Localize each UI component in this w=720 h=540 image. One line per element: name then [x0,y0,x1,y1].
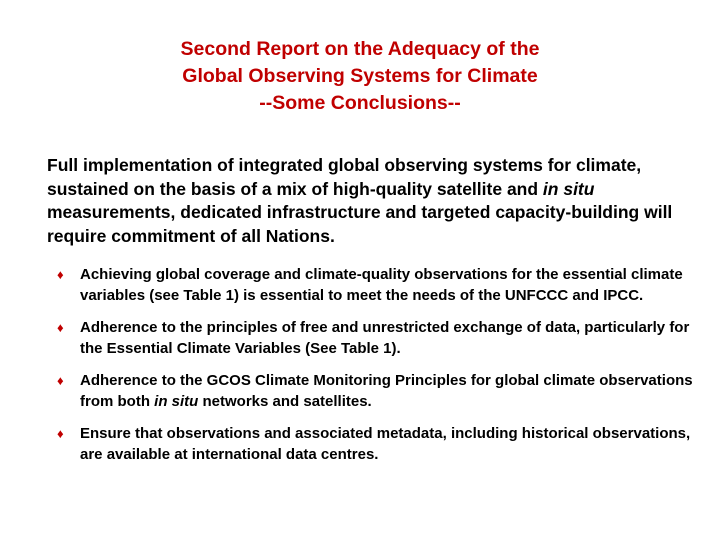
title-line-3: --Some Conclusions-- [259,92,461,114]
list-item [57,265,707,306]
title-line-2: Global Observing Systems for Climate [182,65,538,87]
list-item-text-part-3: networks and satellites. [198,392,372,410]
intro-text-part-1: Full implementation of integrated global observing systems for climate, sustained on the basis of a mix of high-quality satellite and [47,155,642,199]
intro-text-part-3: measurements, dedicated infrastructure and targeted capacity-building will require commitment of all Nations. [47,202,673,246]
list-item [57,371,707,412]
diamond-bullet-icon: ♦ [57,426,64,441]
conclusions-list [57,265,707,465]
list-item-text: Achieving global coverage and climate-quality observations for the essential climate variables (see Table 1) is essential to meet the needs of the UNFCCC and IPCC. [80,266,683,304]
diamond-bullet-icon: ♦ [57,373,64,388]
diamond-bullet-icon: ♦ [57,320,64,335]
intro-text-italic: in situ [542,178,595,199]
list-item-text: Ensure that observations and associated metadata, including historical observations, are available at international data centres. [80,425,691,463]
list-item [57,424,707,465]
diamond-bullet-icon: ♦ [57,267,64,282]
intro-paragraph [47,154,707,248]
list-item-text: Adherence to the principles of free and unrestricted exchange of data, particularly for the Essential Climate Variables (See Table 1). [80,319,690,357]
list-item-text-italic: in situ [154,392,199,410]
list-item-text-part-1: Adherence to the GCOS Climate Monitoring Principles for global climate observations from both [80,372,693,410]
list-item [57,318,707,359]
slide-title [0,36,720,117]
title-line-1: Second Report on the Adequacy of the [180,38,540,60]
